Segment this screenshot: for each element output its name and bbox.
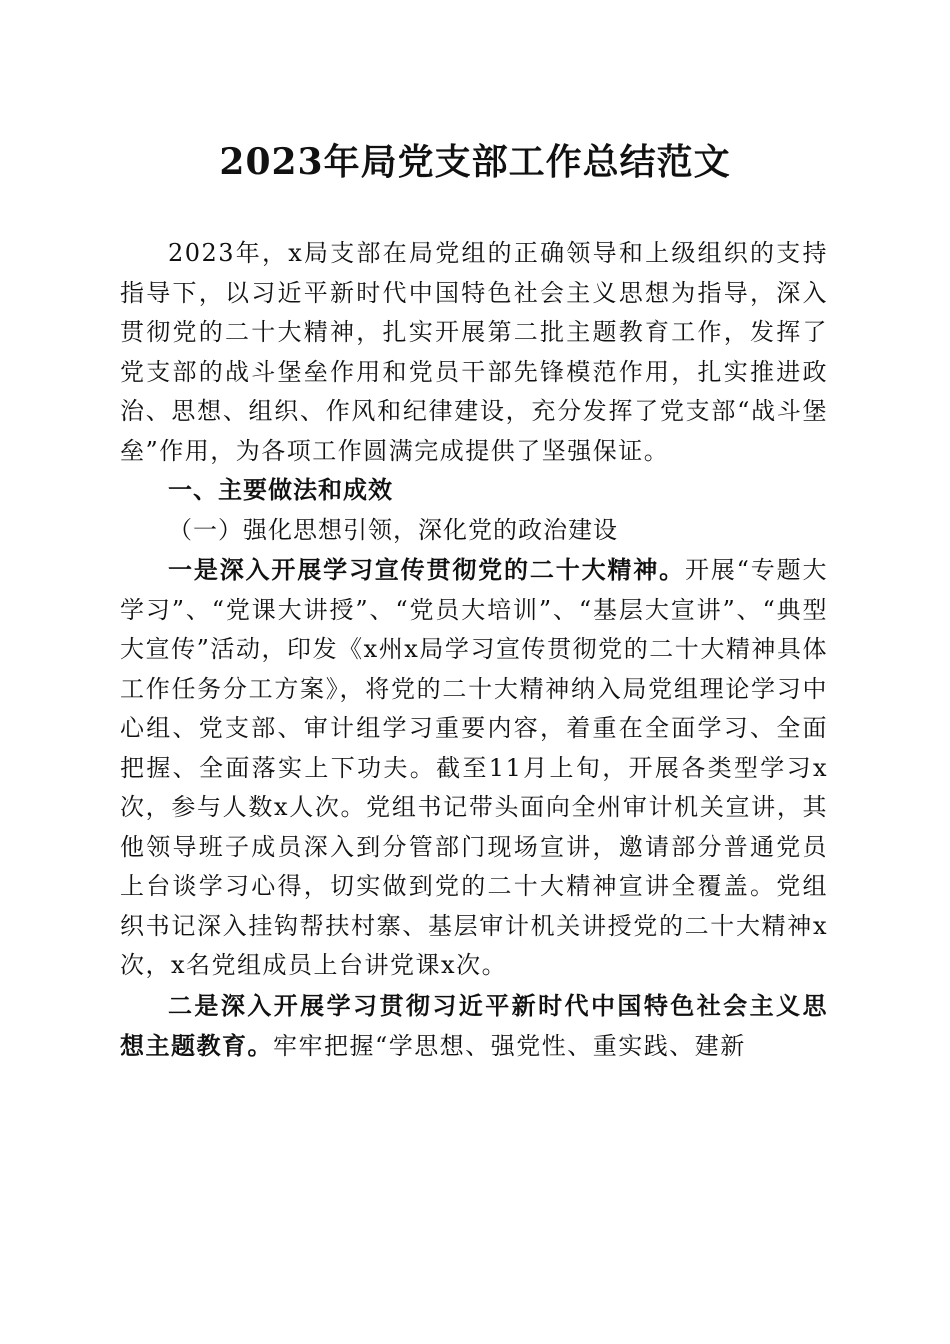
paragraph-body-text: 开展“专题大学习”、“党课大讲授”、“党员大培训”、“基层大宣讲”、“典型大宣传”活动，印发《x州x局学习宣传贯彻党的二十大精神具体工作任务分工方案》，将党的二十大精神纳入局党组理论学习中心组、党支部、审计组学习重要内容，着重在全面学习、全面把握、全面落实上下功夫。截至11月上旬，开展各类型学习x次，参与人数x人次。党组书记带头面向全州审计机关宣讲，其他领导班子成员深入到分管部门现场宣讲，邀请部分普通党员上台谈学习心得，切实做到党的二十大精神宣讲全覆盖。党组织书记深入挂钩帮扶村寨、基层审计机关讲授党的二十大精神x次，x名党组成员上台讲党课x次。 <box>120 556 828 979</box>
paragraph-theme-education <box>120 986 828 1067</box>
paragraph-lead-text: 一是深入开展学习宣传贯彻党的二十大精神。 <box>168 555 685 584</box>
document-title: 2023年局党支部工作总结范文 <box>219 141 731 183</box>
document-body <box>120 234 828 1067</box>
paragraph-study-congress-spirit <box>120 550 828 986</box>
paragraph-body-text: 牢牢把握“学思想、强党性、重实践、建新 <box>273 1032 746 1060</box>
intro-paragraph: 2023年，x局支部在局党组的正确领导和上级组织的支持指导下，以习近平新时代中国特色社会主义思想为指导，深入贯彻党的二十大精神，扎实开展第二批主题教育工作，发挥了党支部的战斗堡垒作用和党员干部先锋模范作用，扎实推进政治、思想、组织、作风和纪律建设，充分发挥了党支部“战斗堡垒”作用，为各项工作圆满完成提供了坚强保证。 <box>120 239 828 465</box>
section-heading-main-practices: 一、主要做法和成效 <box>168 476 393 504</box>
subsection-heading-ideology: （一）强化思想引领，深化党的政治建设 <box>168 515 618 544</box>
paragraph-lead-text: 二是深入开展学习贯彻习近平新时代中国特色社会主义思想主题教育。 <box>120 990 828 1060</box>
